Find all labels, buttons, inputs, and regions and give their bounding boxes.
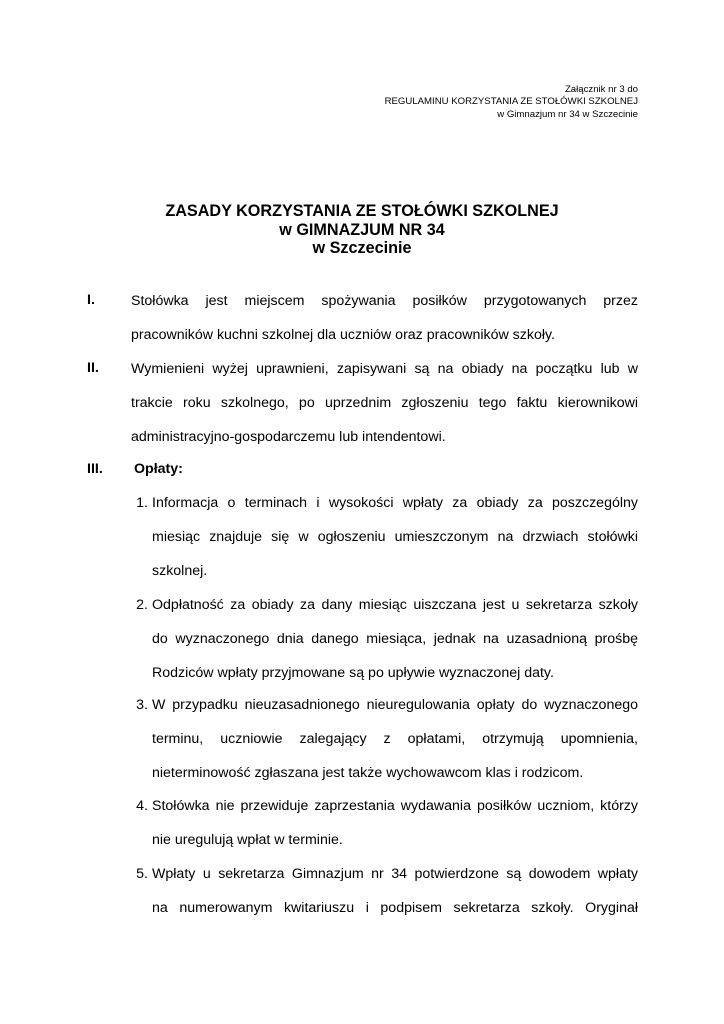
list-item-number: 4. bbox=[136, 798, 148, 814]
list-item bbox=[152, 857, 638, 925]
text-line: nieterminowość zgłaszana jest także wychowawcom klas i rodzicom. bbox=[152, 765, 584, 781]
section-number: III. bbox=[87, 461, 103, 477]
annex-line: w Gimnazjum nr 34 w Szczecinie bbox=[497, 108, 638, 120]
section-number: I. bbox=[87, 292, 95, 308]
text-line: miesiąc znajduje się w ogłoszeniu umieszczonym na drzwiach stołówki bbox=[152, 529, 638, 545]
list-item bbox=[152, 486, 638, 588]
title-line: w GIMNAZJUM NR 34 bbox=[279, 220, 445, 239]
list-item bbox=[152, 789, 638, 857]
section-text bbox=[131, 352, 638, 454]
section-text bbox=[131, 284, 638, 352]
text-line: na numerowanym kwitariuszu i podpisem sekretarza szkoły. Oryginał bbox=[152, 900, 638, 916]
text-line: Odpłatność za obiady za dany miesiąc uiszczana jest u sekretarza szkoły bbox=[152, 597, 638, 613]
text-line: Wymienieni wyżej uprawnieni, zapisywani są na obiady na początku lub w bbox=[131, 361, 638, 377]
title-line: ZASADY KORZYSTANIA ZE STOŁÓWKI SZKOLNEJ bbox=[165, 202, 559, 220]
text-line: Stołówka nie przewiduje zaprzestania wydawania posiłków uczniom, którzy bbox=[152, 798, 638, 814]
list-item-number: 5. bbox=[136, 866, 148, 882]
document-title bbox=[0, 202, 724, 258]
text-line: Informacja o terminach i wysokości wpłaty za obiady za poszczególny bbox=[152, 495, 638, 511]
list-item-number: 3. bbox=[136, 697, 148, 713]
annex-line: REGULAMINU KORZYSTANIA ZE STOŁÓWKI SZKOLNEJ bbox=[384, 96, 638, 108]
text-line: pracowników kuchni szkolnej dla uczniów oraz pracowników szkoły. bbox=[131, 327, 555, 343]
text-line: administracyjno-gospodarczemu lub intendentowi. bbox=[131, 429, 446, 445]
list-item-number: 1. bbox=[136, 495, 148, 511]
text-line: terminu, uczniowie zalegający z opłatami, otrzymują upomnienia, bbox=[152, 731, 638, 747]
text-line: Stołówka jest miejscem spożywania posiłków przygotowanych przez bbox=[131, 293, 638, 309]
text-line: Wpłaty u sekretarza Gimnazjum nr 34 potwierdzone są dowodem wpłaty bbox=[152, 866, 638, 882]
section-number: II. bbox=[87, 360, 99, 376]
text-line: W przypadku nieuzasadnionego nieuregulowania opłaty do wyznaczonego bbox=[152, 697, 638, 713]
text-line: trakcie roku szkolnego, po uprzednim zgłoszeniu tego faktu kierownikowi bbox=[131, 395, 638, 411]
text-line: szkolnej. bbox=[152, 563, 208, 579]
annex-line: Załącznik nr 3 do bbox=[564, 84, 638, 95]
section-heading: Opłaty: bbox=[134, 461, 183, 477]
text-line: Rodziców wpłaty przyjmowane są po upływie wyznaczonej daty. bbox=[152, 665, 554, 681]
annex-note bbox=[318, 84, 638, 121]
list-item bbox=[152, 588, 638, 690]
text-line: do wyznaczonego dnia danego miesiąca, jednak na uzasadnioną prośbę bbox=[152, 631, 638, 647]
title-line: w Szczecinie bbox=[312, 239, 412, 257]
text-line: nie uregulują wpłat w terminie. bbox=[152, 832, 343, 848]
list-item bbox=[152, 688, 638, 790]
list-item-number: 2. bbox=[136, 597, 148, 613]
